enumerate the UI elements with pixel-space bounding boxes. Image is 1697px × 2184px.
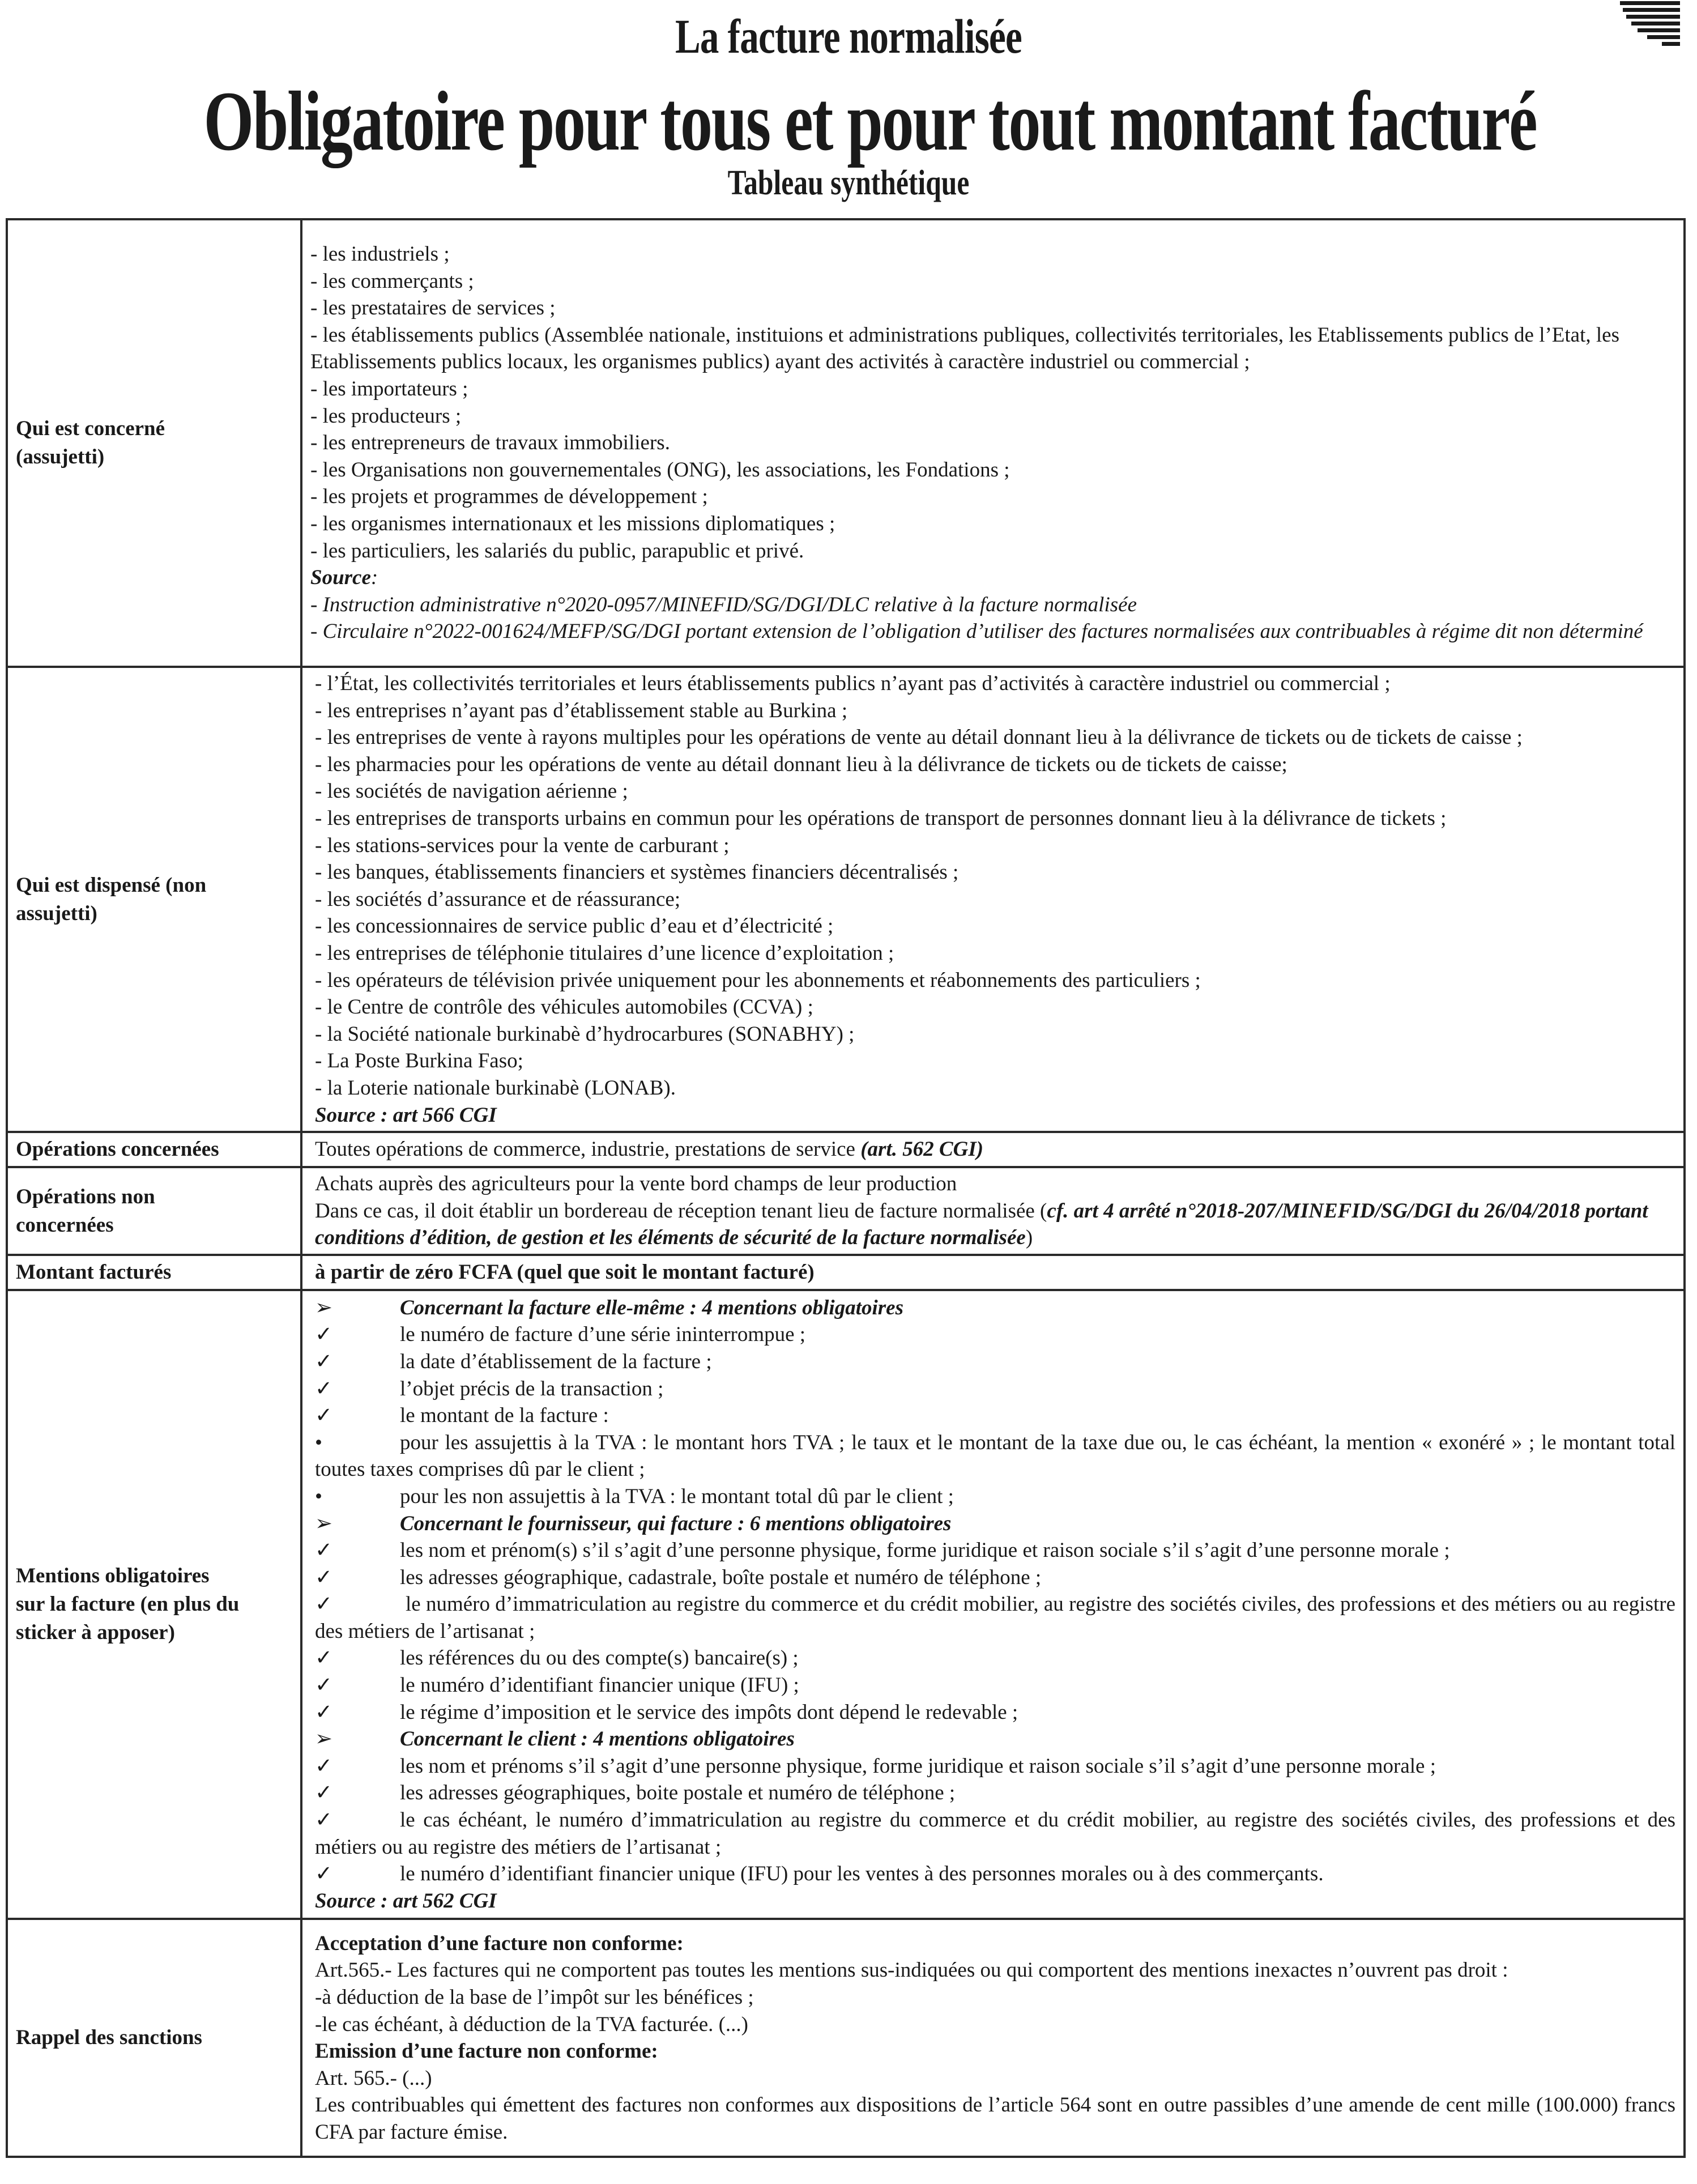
arrow-bullet-icon: ➢ (315, 1296, 333, 1319)
check-icon: ✓ (315, 1539, 333, 1563)
striped-corner-logo-icon (1618, 0, 1680, 51)
list-item: - les entreprises n’ayant pas d’établissement stable au Burkina ; (315, 699, 848, 722)
item-text: l’objet précis de la transaction ; (400, 1377, 664, 1400)
section-heading-client (315, 1726, 1675, 1753)
check-icon: ✓ (315, 1593, 333, 1616)
summary-table (6, 218, 1686, 2158)
source-heading (310, 564, 1675, 591)
row-content-mentions (301, 1290, 1685, 1919)
acceptation-heading: Acceptation d’une facture non conforme: (315, 1931, 684, 1955)
list-item: - les particuliers, les salariés du public, parapublic et privé. (310, 539, 804, 563)
check-icon: ✓ (315, 1674, 333, 1697)
row-content-non-operations (301, 1167, 1685, 1255)
list-item (315, 1699, 1675, 1726)
heading-text: Concernant le client : 4 mentions obligatoires (400, 1727, 795, 1751)
item-text: pour les assujettis à la TVA : le montant hors TVA ; le taux et le montant de la taxe due ou, le cas échéant, la mention « exonéré » ; le montant total toutes taxes comprises dû par le client ; (315, 1431, 1675, 1481)
row-label-non-operations (7, 1167, 301, 1255)
operations-ref: (art. 562 CGI) (860, 1138, 984, 1161)
check-icon: ✓ (315, 1377, 333, 1400)
item-text: le numéro d’identifiant financier unique (IFU) pour les ventes à des personnes morales ou à des commerçants. (400, 1862, 1324, 1886)
check-icon: ✓ (315, 1404, 333, 1428)
source-label: Source (310, 566, 371, 590)
emission-heading: Emission d’une facture non conforme: (315, 2040, 658, 2063)
row-label-concerne (7, 219, 301, 667)
source-note: Source : art 566 CGI (315, 1103, 497, 1127)
list-item: - les sociétés d’assurance et de réassurance; (315, 887, 681, 911)
table-row-non-operations (7, 1167, 1685, 1255)
check-icon: ✓ (315, 1754, 333, 1778)
page-subtitle: Tableau synthétique (727, 164, 970, 202)
row-label-operations: Opérations concernées (7, 1132, 301, 1167)
check-icon: ✓ (315, 1781, 333, 1805)
source-note: Source : art 562 CGI (315, 1889, 497, 1913)
non-operations-ref: cf. art 4 arrêté n°2018-207/MINEFID/SG/DGI du 26/04/2018 portant conditions d’édition, de gestion et les éléments de sécurité de la facture normalisée (315, 1199, 1648, 1250)
list-item: - les opérateurs de télévision privée uniquement pour les abonnements et réabonnements des particuliers ; (315, 968, 1201, 992)
check-icon: ✓ (315, 1862, 333, 1886)
check-icon: ✓ (315, 1700, 333, 1724)
list-item: - La Poste Burkina Faso; (315, 1049, 523, 1073)
source-item: - Instruction administrative n°2020-0957/MINEFID/SG/DGI/DLC relative à la facture normalisée (310, 593, 1137, 616)
sanction-line: Art.565.- Les factures qui ne comportent pas toutes les mentions sus-indiquées ou qui comportent des mentions inexactes n’ouvrent pas droit : (315, 1959, 1508, 1982)
label-line: Opérations non (16, 1185, 155, 1208)
section-heading-fournisseur (315, 1510, 1675, 1538)
non-operations-close: ) (1025, 1226, 1033, 1250)
item-text: le numéro d’identifiant financier unique (IFU) ; (400, 1674, 799, 1697)
row-content-montant: à partir de zéro FCFA (quel que soit le montant facturé) (301, 1255, 1685, 1290)
row-content-operations (301, 1132, 1685, 1167)
list-item (315, 1429, 1675, 1483)
label-line: sticker à apposer) (16, 1621, 175, 1645)
list-item: - les pharmacies pour les opérations de vente au détail donnant lieu à la délivrance de tickets ou de tickets de caisse; (315, 752, 1287, 776)
list-item: - les Organisations non gouvernementales (ONG), les associations, les Fondations ; (310, 458, 1010, 482)
list-item: - les entrepreneurs de travaux immobiliers. (310, 431, 670, 455)
list-item: - les sociétés de navigation aérienne ; (315, 780, 628, 803)
row-label-mentions (7, 1290, 301, 1919)
list-item: - les entreprises de vente à rayons multiples pour les opérations de vente au détail donnant lieu à la délivrance de tickets ou de tickets de caisse ; (315, 726, 1523, 750)
list-item (315, 1376, 1675, 1403)
table-row-sanctions (7, 1919, 1685, 2157)
label-line: assujetti) (16, 901, 97, 925)
list-item (315, 1645, 1675, 1672)
sanction-line: -à déduction de la base de l’impôt sur les bénéfices ; (315, 1985, 754, 2009)
check-icon: ✓ (315, 1349, 333, 1373)
bullet-icon: • (315, 1484, 322, 1508)
row-content-concerne (301, 219, 1685, 667)
item-text: le numéro de facture d’une série ininterrompue ; (400, 1323, 806, 1347)
list-item: - les prestataires de services ; (310, 296, 556, 320)
check-icon: ✓ (315, 1323, 333, 1347)
list-item (315, 1402, 1675, 1429)
list-item: - la Loterie nationale burkinabè (LONAB). (315, 1076, 676, 1100)
item-text: les adresses géographiques, boite postale et numéro de téléphone ; (400, 1781, 956, 1805)
table-row-mentions (7, 1290, 1685, 1919)
non-operations-line: Achats auprès des agriculteurs pour la vente bord champs de leur production (315, 1172, 957, 1196)
table-row-dispense (7, 667, 1685, 1132)
sanction-line: Art. 565.- (...) (315, 2066, 432, 2090)
list-item: - les projets et programmes de développement ; (310, 485, 708, 509)
item-text: le numéro d’immatriculation au registre du commerce et du crédit mobilier, au registre des sociétés civiles, des professions et des métiers ou au registre des métiers de l’artisanat ; (315, 1593, 1675, 1643)
label-line: sur la facture (en plus du (16, 1593, 240, 1616)
list-item: - les organismes internationaux et les missions diplomatiques ; (310, 512, 835, 535)
label-line: Mentions obligatoires (16, 1564, 210, 1588)
list-item: - le Centre de contrôle des véhicules automobiles (CCVA) ; (315, 995, 813, 1019)
heading-text: Concernant la facture elle-même : 4 mentions obligatoires (400, 1296, 903, 1319)
list-item: - l’État, les collectivités territoriales et leurs établissements publics n’ayant pas d’activités à caractère industriel ou commercial ; (315, 672, 1391, 695)
source-colon: : (370, 566, 378, 590)
label-line: concernées (16, 1213, 114, 1237)
sanction-line: -le cas échéant, à déduction de la TVA facturée. (...) (315, 2012, 749, 2036)
list-item: - la Société nationale burkinabè d’hydrocarbures (SONABHY) ; (315, 1022, 855, 1046)
non-operations-text: Dans ce cas, il doit établir un bordereau de réception tenant lieu de facture normalisée ( (315, 1199, 1047, 1223)
list-item: - les entreprises de transports urbains en commun pour les opérations de transport de personnes donnant lieu à la délivrance de tickets ; (315, 806, 1447, 830)
list-item (315, 1672, 1675, 1699)
page-title: La facture normalisée (675, 9, 1022, 63)
list-item (315, 1483, 1675, 1510)
list-item (315, 1779, 1675, 1807)
bullet-icon: • (315, 1431, 322, 1454)
list-item (315, 1861, 1675, 1888)
list-item: - les concessionnaires de service public d’eau et d’électricité ; (315, 914, 834, 938)
check-icon: ✓ (315, 1808, 333, 1832)
row-content-sanctions (301, 1919, 1685, 2157)
check-icon: ✓ (315, 1646, 333, 1670)
row-label-montant: Montant facturés (7, 1255, 301, 1290)
list-item: - les stations-services pour la vente de carburant ; (315, 833, 730, 857)
item-text: le cas échéant, le numéro d’immatriculation au registre du commerce et du crédit mobilier, au registre des sociétés civiles, des professions et des métiers ou au registre des métiers de l’artisanat ; (315, 1808, 1675, 1859)
list-item: - les importateurs ; (310, 377, 468, 401)
page-headline: Obligatoire pour tous et pour tout montant facturé (203, 74, 1537, 168)
label-line: Qui est dispensé (non (16, 873, 207, 897)
list-item: - les banques, établissements financiers et systèmes financiers décentralisés ; (315, 861, 959, 884)
list-item: - les établissements publics (Assemblée nationale, instituions et administrations publiques, collectivités territoriales, les Etablissements publics de l’Etat, les Etablissements publics locaux, les organismes publics) ayant des activités à caractère industriel ou commercial ; (310, 323, 1619, 374)
item-text: le régime d’imposition et le service des impôts dont dépend le redevable ; (400, 1700, 1018, 1724)
item-text: les adresses géographique, cadastrale, boîte postale et numéro de téléphone ; (400, 1565, 1042, 1589)
item-text: les références du ou des compte(s) bancaire(s) ; (400, 1646, 799, 1670)
item-text: le montant de la facture : (400, 1404, 609, 1428)
item-text: pour les non assujettis à la TVA : le montant total dû par le client ; (400, 1484, 954, 1508)
item-text: les nom et prénom(s) s’il s’agit d’une personne physique, forme juridique et raison sociale s’il s’agit d’une personne morale ; (400, 1539, 1450, 1563)
list-item (315, 1564, 1675, 1591)
table-row-montant (7, 1255, 1685, 1290)
arrow-bullet-icon: ➢ (315, 1512, 333, 1535)
table-row-concerne (7, 219, 1685, 667)
list-item: - les commerçants ; (310, 269, 474, 293)
row-content-dispense (301, 667, 1685, 1132)
row-label-dispense (7, 667, 301, 1132)
list-item: - les producteurs ; (310, 404, 462, 428)
arrow-bullet-icon: ➢ (315, 1727, 333, 1751)
sanction-line: Les contribuables qui émettent des factures non conformes aux dispositions de l’article 564 sont en outre passibles d’une amende de cent mille (100.000) francs CFA par facture émise. (315, 2093, 1675, 2144)
list-item (315, 1807, 1675, 1861)
section-heading-facture (315, 1295, 1675, 1322)
source-item: - Circulaire n°2022-001624/MEFP/SG/DGI portant extension de l’obligation d’utiliser des factures normalisées aux contribuables à régime dit non déterminé (310, 620, 1643, 644)
item-text: les nom et prénoms s’il s’agit d’une personne physique, forme juridique et raison sociale s’il s’agit d’une personne morale ; (400, 1754, 1436, 1778)
label-line: (assujetti) (16, 445, 105, 469)
label-line: Qui est concerné (16, 417, 165, 440)
operations-text: Toutes opérations de commerce, industrie, prestations de service (315, 1138, 861, 1161)
row-label-sanctions: Rappel des sanctions (7, 1919, 301, 2157)
table-row-operations (7, 1132, 1685, 1167)
heading-text: Concernant le fournisseur, qui facture : 6 mentions obligatoires (400, 1512, 952, 1535)
item-text: la date d’établissement de la facture ; (400, 1349, 712, 1373)
list-item (315, 1348, 1675, 1376)
list-item (315, 1537, 1675, 1564)
check-icon: ✓ (315, 1565, 333, 1589)
list-item: - les industriels ; (310, 242, 450, 266)
list-item (315, 1753, 1675, 1780)
list-item: - les entreprises de téléphonie titulaires d’une licence d’exploitation ; (315, 941, 894, 965)
list-item (315, 1321, 1675, 1348)
list-item (315, 1591, 1675, 1645)
